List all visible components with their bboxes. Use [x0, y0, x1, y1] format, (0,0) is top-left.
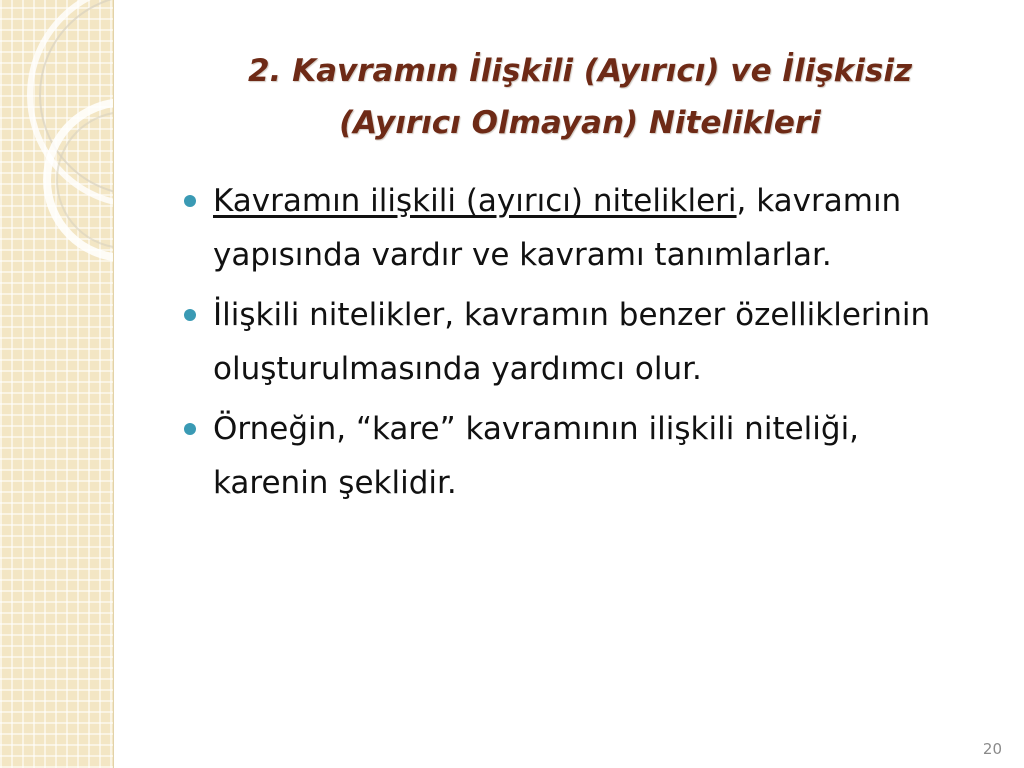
page-number: 20 — [982, 740, 1002, 758]
bullet-dot-icon — [184, 195, 196, 207]
slide-title — [150, 45, 1010, 149]
bullet-dot-icon — [184, 309, 196, 321]
decorative-rings-graphic — [0, 0, 113, 768]
decorative-side-panel — [0, 0, 114, 768]
bullet-1-underlined-term: Kavramın ilişkili (ayırıcı) nitelikleri — [213, 183, 737, 219]
bullet-list — [180, 174, 980, 516]
slide-title-line-1: 2. Kavramın İlişkili (Ayırıcı) ve İlişkisiz — [247, 53, 913, 89]
slide-title-line-2: (Ayırıcı Olmayan) Nitelikleri — [339, 105, 821, 141]
bullet-2-text: İlişkili nitelikler, kavramın benzer özelliklerinin oluşturulmasında yardımcı olur. — [213, 297, 931, 387]
bullet-item-2 — [180, 288, 980, 396]
bullet-dot-icon — [184, 423, 196, 435]
bullet-3-text: Örneğin, “kare” kavramının ilişkili niteliği, karenin şeklidir. — [213, 411, 860, 501]
bullet-1-text: , kavramın yapısında vardır ve kavramı tanımlarlar. — [213, 183, 902, 273]
bullet-item-1 — [180, 174, 980, 282]
bullet-item-3 — [180, 402, 980, 510]
